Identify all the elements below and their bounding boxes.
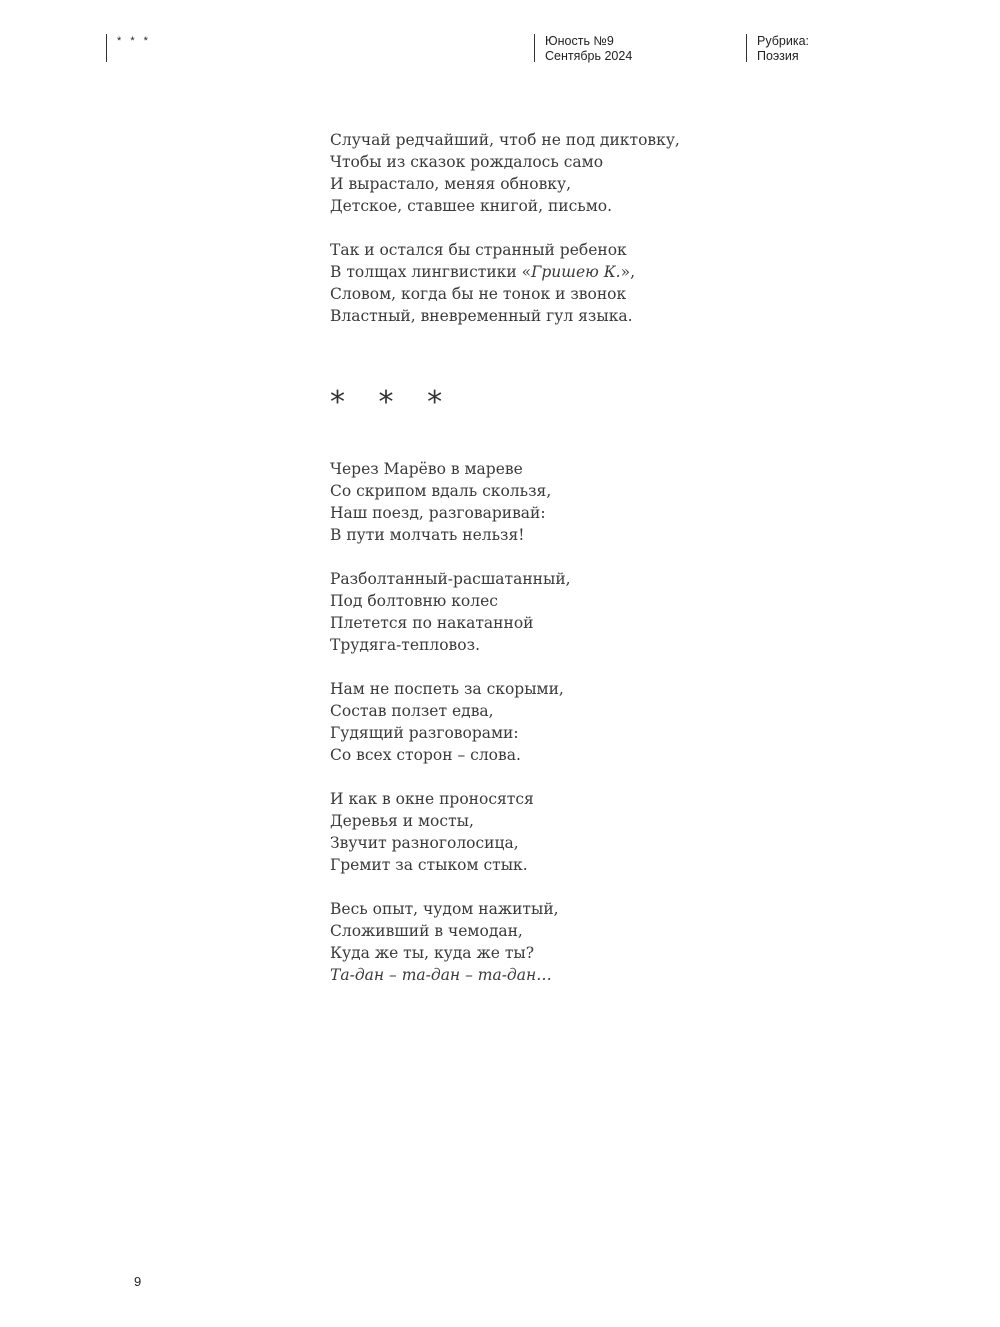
poem-line: И как в окне проносятся bbox=[330, 790, 534, 808]
poem-line: Словом, когда бы не тонок и звонок bbox=[330, 285, 627, 303]
rubric-value: Поэзия bbox=[757, 49, 799, 63]
poem-line: Наш поезд, разговаривай: bbox=[330, 504, 546, 522]
poem-line: Состав ползет едва, bbox=[330, 702, 494, 720]
page-number: 9 bbox=[134, 1274, 142, 1289]
poem-line: Гремит за стыком стык. bbox=[330, 856, 528, 874]
poem-line: Деревья и мосты, bbox=[330, 812, 474, 830]
poem-line: Так и остался бы странный ребенок bbox=[330, 241, 627, 259]
rubric-label: Рубрика: bbox=[757, 34, 809, 48]
poem-line: Со скрипом вдаль скользя, bbox=[330, 482, 552, 500]
poem-line: Сложивший в чемодан, bbox=[330, 922, 523, 940]
issue-date: Сентябрь 2024 bbox=[545, 49, 633, 63]
poem-line: Случай редчайший, чтоб не под диктовку, bbox=[330, 131, 680, 149]
poem-line: Трудяга-тепловоз. bbox=[330, 636, 480, 654]
section-mark: * * * bbox=[117, 35, 151, 47]
poem-line: Властный, вневременный гул языка. bbox=[330, 307, 633, 325]
poem-divider: * * * bbox=[330, 385, 455, 420]
poem-line: В пути молчать нельзя! bbox=[330, 526, 525, 544]
poem-line: Весь опыт, чудом нажитый, bbox=[330, 900, 559, 918]
poem-line: Через Марёво в мареве bbox=[330, 460, 523, 478]
stanza bbox=[330, 898, 571, 986]
line-text: », bbox=[620, 263, 636, 281]
poem-line-with-italic bbox=[330, 261, 680, 283]
stanza bbox=[330, 788, 571, 876]
stanza bbox=[330, 458, 571, 546]
header-rubric bbox=[746, 34, 809, 62]
poem-line: Чтобы из сказок рождалось само bbox=[330, 153, 604, 171]
header-issue bbox=[534, 34, 632, 62]
stanza bbox=[330, 568, 571, 656]
poem-line: Гудящий разговорами: bbox=[330, 724, 519, 742]
poem bbox=[330, 458, 571, 986]
line-text: В толщах лингвистики « bbox=[330, 263, 532, 281]
journal-title: Юность №9 bbox=[545, 34, 614, 48]
poem-line: И вырастало, меняя обновку, bbox=[330, 175, 572, 193]
italic-name: Гришею К. bbox=[531, 263, 621, 281]
poem-line: Разболтанный-расшатанный, bbox=[330, 570, 571, 588]
stanza bbox=[330, 239, 680, 327]
poem-line: Под болтовню колес bbox=[330, 592, 498, 610]
poem-continuation bbox=[330, 129, 680, 327]
poem-line: Плетется по накатанной bbox=[330, 614, 534, 632]
poem-line: Со всех сторон – слова. bbox=[330, 746, 521, 764]
poem-line: Куда же ты, куда же ты? bbox=[330, 944, 535, 962]
poem-line: Звучит разноголосица, bbox=[330, 834, 519, 852]
stanza bbox=[330, 129, 680, 217]
header-section-mark bbox=[106, 34, 151, 62]
poem-line: Детское, ставшее книгой, письмо. bbox=[330, 197, 613, 215]
poem-line-italic: Та-дан – та-дан – та-дан… bbox=[330, 966, 552, 984]
poem-line: Нам не поспеть за скорыми, bbox=[330, 680, 564, 698]
stanza bbox=[330, 678, 571, 766]
